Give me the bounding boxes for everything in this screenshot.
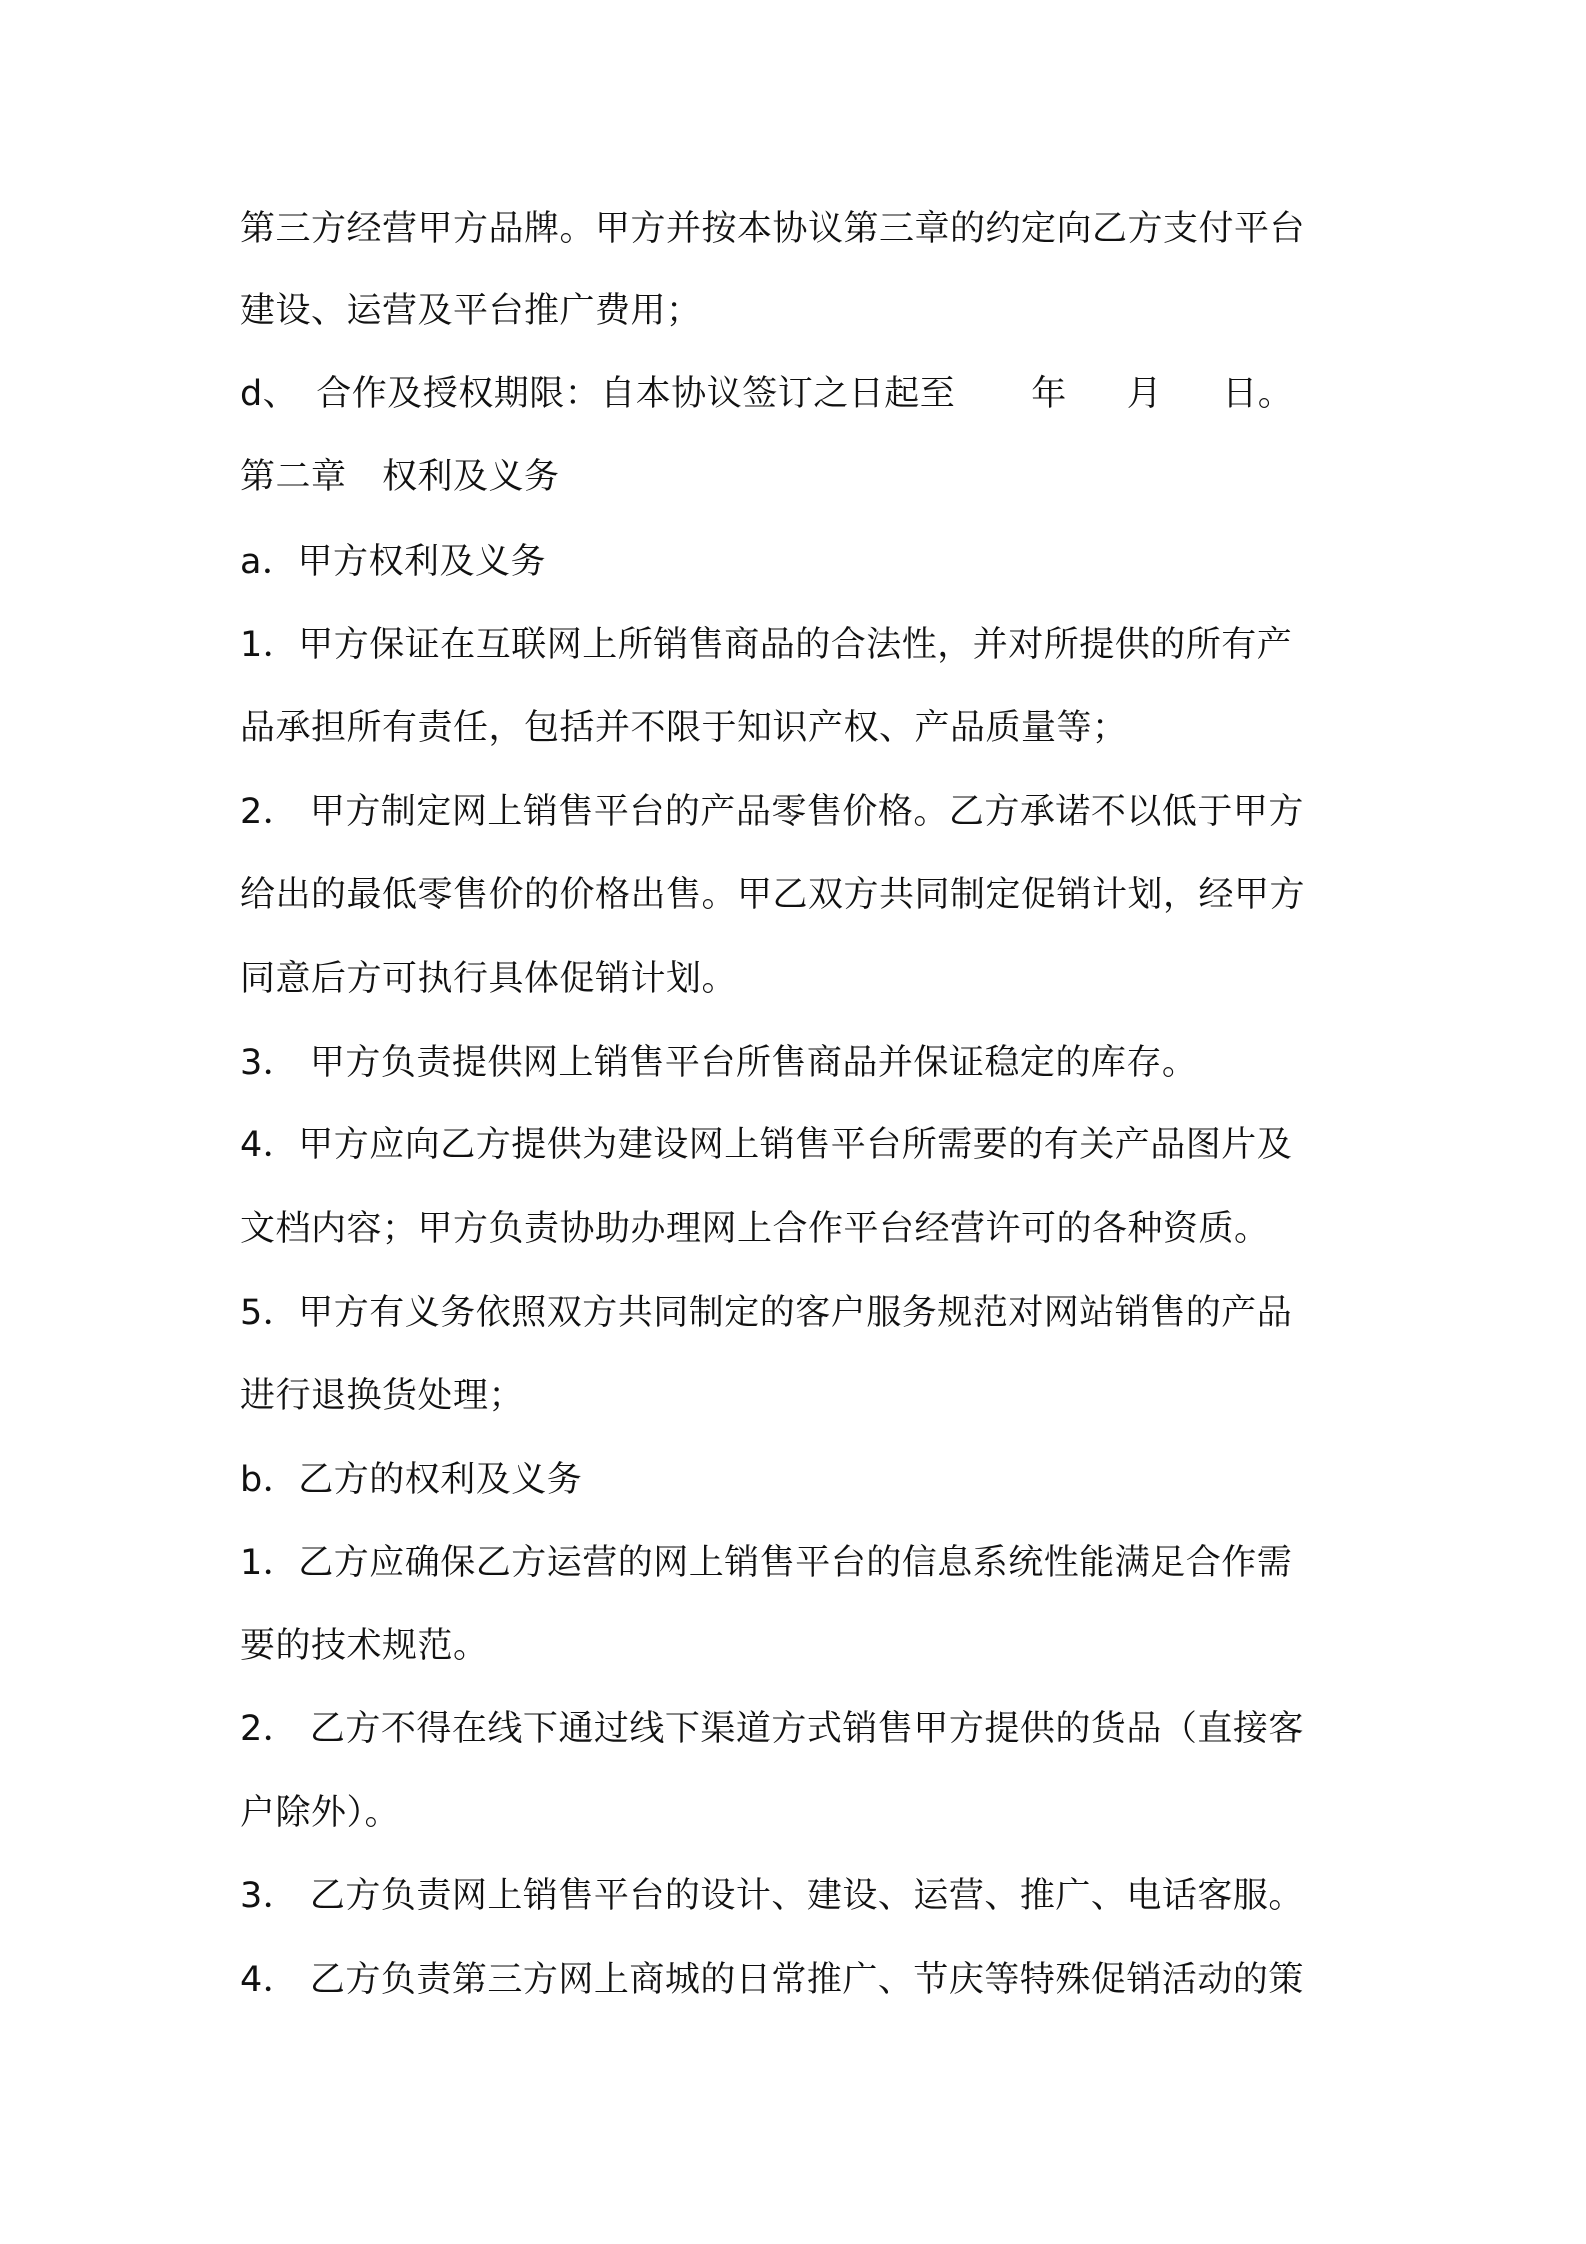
paragraph-line: 建设、运营及平台推广费用； — [240, 291, 702, 331]
paragraph-line: 2． 甲方制定网上销售平台的产品零售价格。乙方承诺不以低于甲方 — [240, 792, 1304, 832]
section-heading: b．乙方的权利及义务 — [240, 1460, 583, 1500]
paragraph-line: 同意后方可执行具体促销计划。 — [240, 959, 738, 999]
paragraph-line: 品承担所有责任，包括并不限于知识产权、产品质量等； — [240, 708, 1128, 748]
date-year: 年 — [1031, 374, 1067, 414]
paragraph-line: 文档内容；甲方负责协助办理网上合作平台经营许可的各种资质。 — [240, 1209, 1270, 1249]
term-period-line — [240, 370, 1365, 418]
paragraph-line: 2． 乙方不得在线下通过线下渠道方式销售甲方提供的货品（直接客 — [240, 1709, 1304, 1749]
paragraph-line: 3． 甲方负责提供网上销售平台所售商品并保证稳定的库存。 — [240, 1043, 1198, 1083]
paragraph-line: 要的技术规范。 — [240, 1626, 489, 1666]
date-month: 月 — [1126, 374, 1163, 414]
paragraph-line: 5．甲方有义务依照双方共同制定的客户服务规范对网站销售的产品 — [240, 1293, 1293, 1333]
paragraph-line: 4．甲方应向乙方提供为建设网上销售平台所需要的有关产品图片及 — [240, 1125, 1293, 1165]
paragraph-line: 第三方经营甲方品牌。甲方并按本协议第三章的约定向乙方支付平台 — [240, 209, 1306, 249]
date-day: 日。 — [1222, 374, 1294, 414]
section-heading: a．甲方权利及义务 — [240, 542, 546, 582]
paragraph-line: 进行退换货处理； — [240, 1376, 525, 1416]
paragraph-line: 户除外）。 — [240, 1793, 401, 1833]
term-period-label: d、 合作及授权期限：自本协议签订之日起至 — [240, 374, 956, 414]
chapter-heading: 第二章 权利及义务 — [240, 457, 560, 497]
paragraph-line: 3． 乙方负责网上销售平台的设计、建设、运营、推广、电话客服。 — [240, 1876, 1304, 1916]
paragraph-line: 4． 乙方负责第三方网上商城的日常推广、节庆等特殊促销活动的策 — [240, 1960, 1304, 2000]
paragraph-line: 1．乙方应确保乙方运营的网上销售平台的信息系统性能满足合作需 — [240, 1543, 1293, 1583]
paragraph-line: 给出的最低零售价的价格出售。甲乙双方共同制定促销计划，经甲方 — [240, 875, 1306, 915]
paragraph-line: 1．甲方保证在互联网上所销售商品的合法性，并对所提供的所有产 — [240, 625, 1293, 665]
